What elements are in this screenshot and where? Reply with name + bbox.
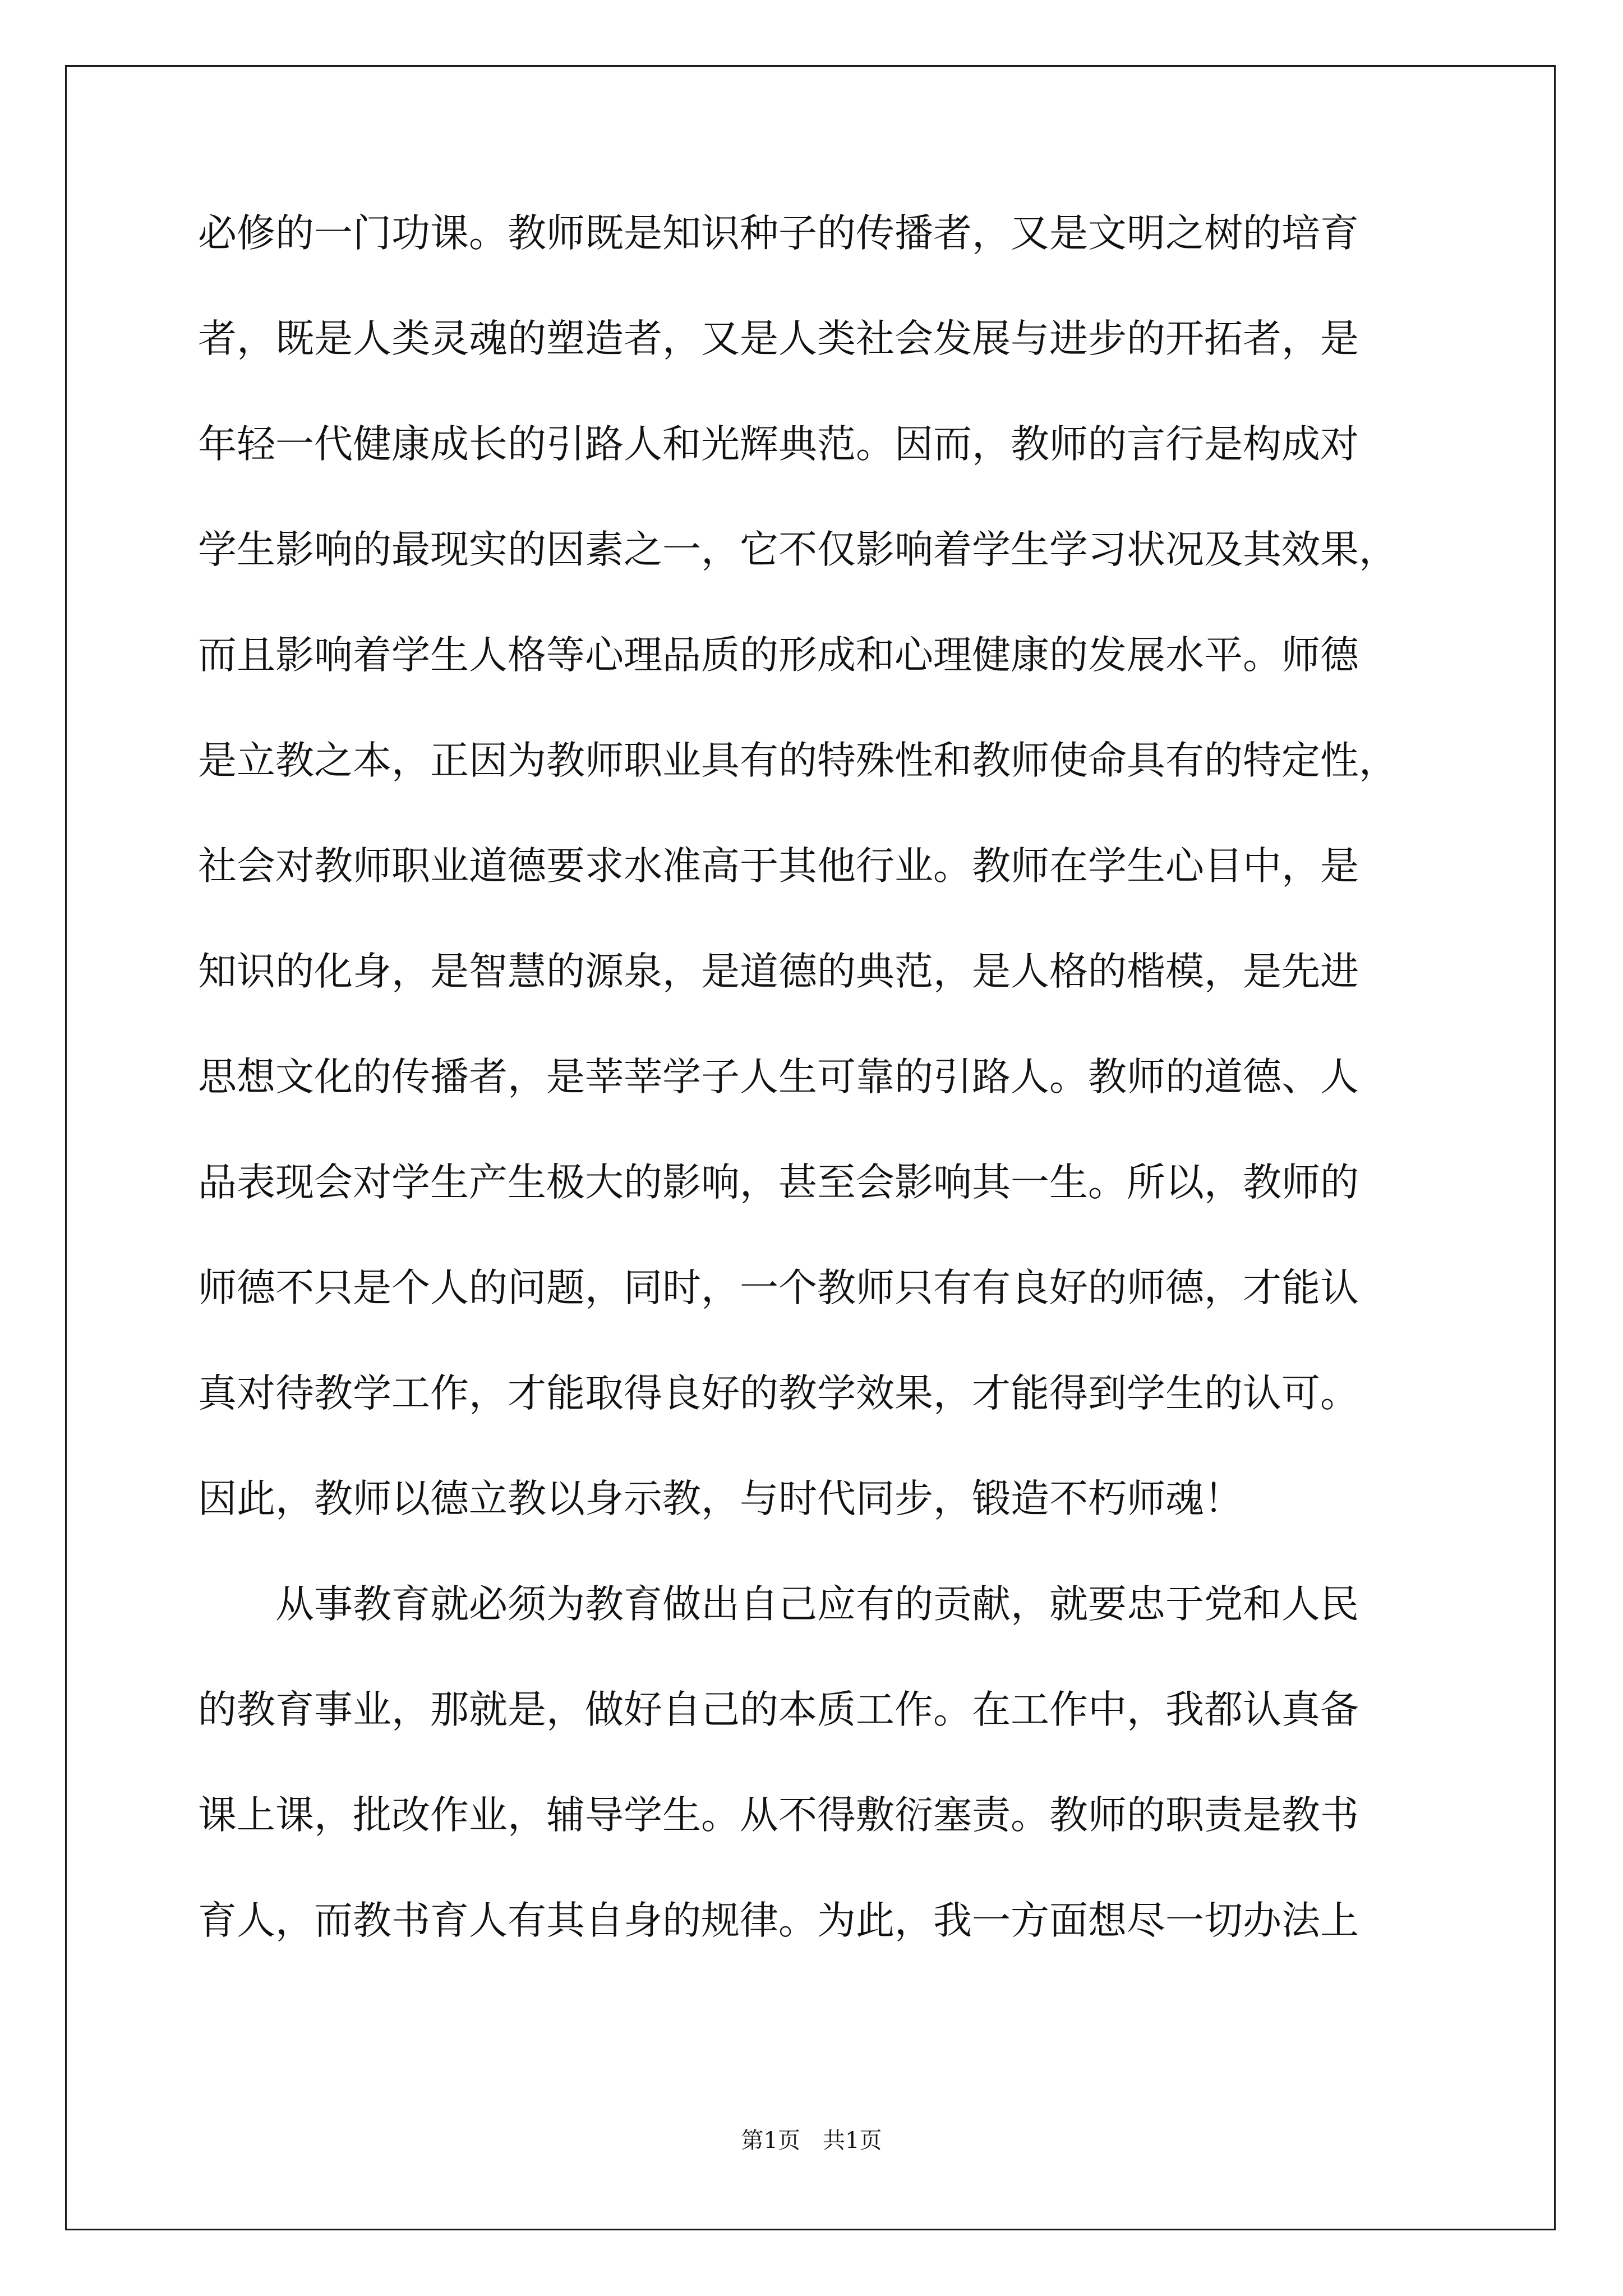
text-line: 者，既是人类灵魂的塑造者，又是人类社会发展与进步的开拓者，是 <box>198 316 1359 361</box>
document-body <box>198 211 1432 2007</box>
text-line: 的教育事业，那就是，做好自己的本质工作。在工作中，我都认真备 <box>198 1687 1359 1732</box>
text-line: 因此，教师以德立教以身示教，与时代同步，锻造不朽师魂！ <box>198 1476 1243 1521</box>
text-line: 品表现会对学生产生极大的影响，甚至会影响其一生。所以，教师的 <box>198 1160 1359 1205</box>
page-number-current: 第1页 <box>741 2128 800 2154</box>
text-line: 思想文化的传播者，是莘莘学子人生可靠的引路人。教师的道德、人 <box>198 1055 1359 1099</box>
text-line: 从事教育就必须为教育做出自己应有的贡献，就要忠于党和人民 <box>198 1582 1359 1627</box>
text-line: 课上课，批改作业，辅导学生。从不得敷衍塞责。教师的职责是教书 <box>198 1793 1359 1838</box>
text-line: 育人，而教书育人有其自身的规律。为此，我一方面想尽一切办法上 <box>198 1898 1359 1943</box>
page-number-total: 共1页 <box>823 2128 882 2154</box>
page-footer <box>0 2129 1623 2152</box>
text-line: 是立教之本，正因为教师职业具有的特殊性和教师使命具有的特定性， <box>198 738 1398 783</box>
text-line: 知识的化身，是智慧的源泉，是道德的典范，是人格的楷模，是先进 <box>198 949 1359 994</box>
text-line: 而且影响着学生人格等心理品质的形成和心理健康的发展水平。师德 <box>198 633 1359 678</box>
text-line: 师德不只是个人的问题，同时，一个教师只有有良好的师德，才能认 <box>198 1266 1359 1310</box>
text-line: 必修的一门功课。教师既是知识种子的传播者，又是文明之树的培育 <box>198 211 1359 256</box>
text-line: 年轻一代健康成长的引路人和光辉典范。因而，教师的言行是构成对 <box>198 422 1359 467</box>
text-line: 学生影响的最现实的因素之一，它不仅影响着学生学习状况及其效果， <box>198 527 1398 572</box>
text-line: 社会对教师职业道德要求水准高于其他行业。教师在学生心目中，是 <box>198 844 1359 889</box>
text-line: 真对待教学工作，才能取得良好的教学效果，才能得到学生的认可。 <box>198 1371 1359 1416</box>
